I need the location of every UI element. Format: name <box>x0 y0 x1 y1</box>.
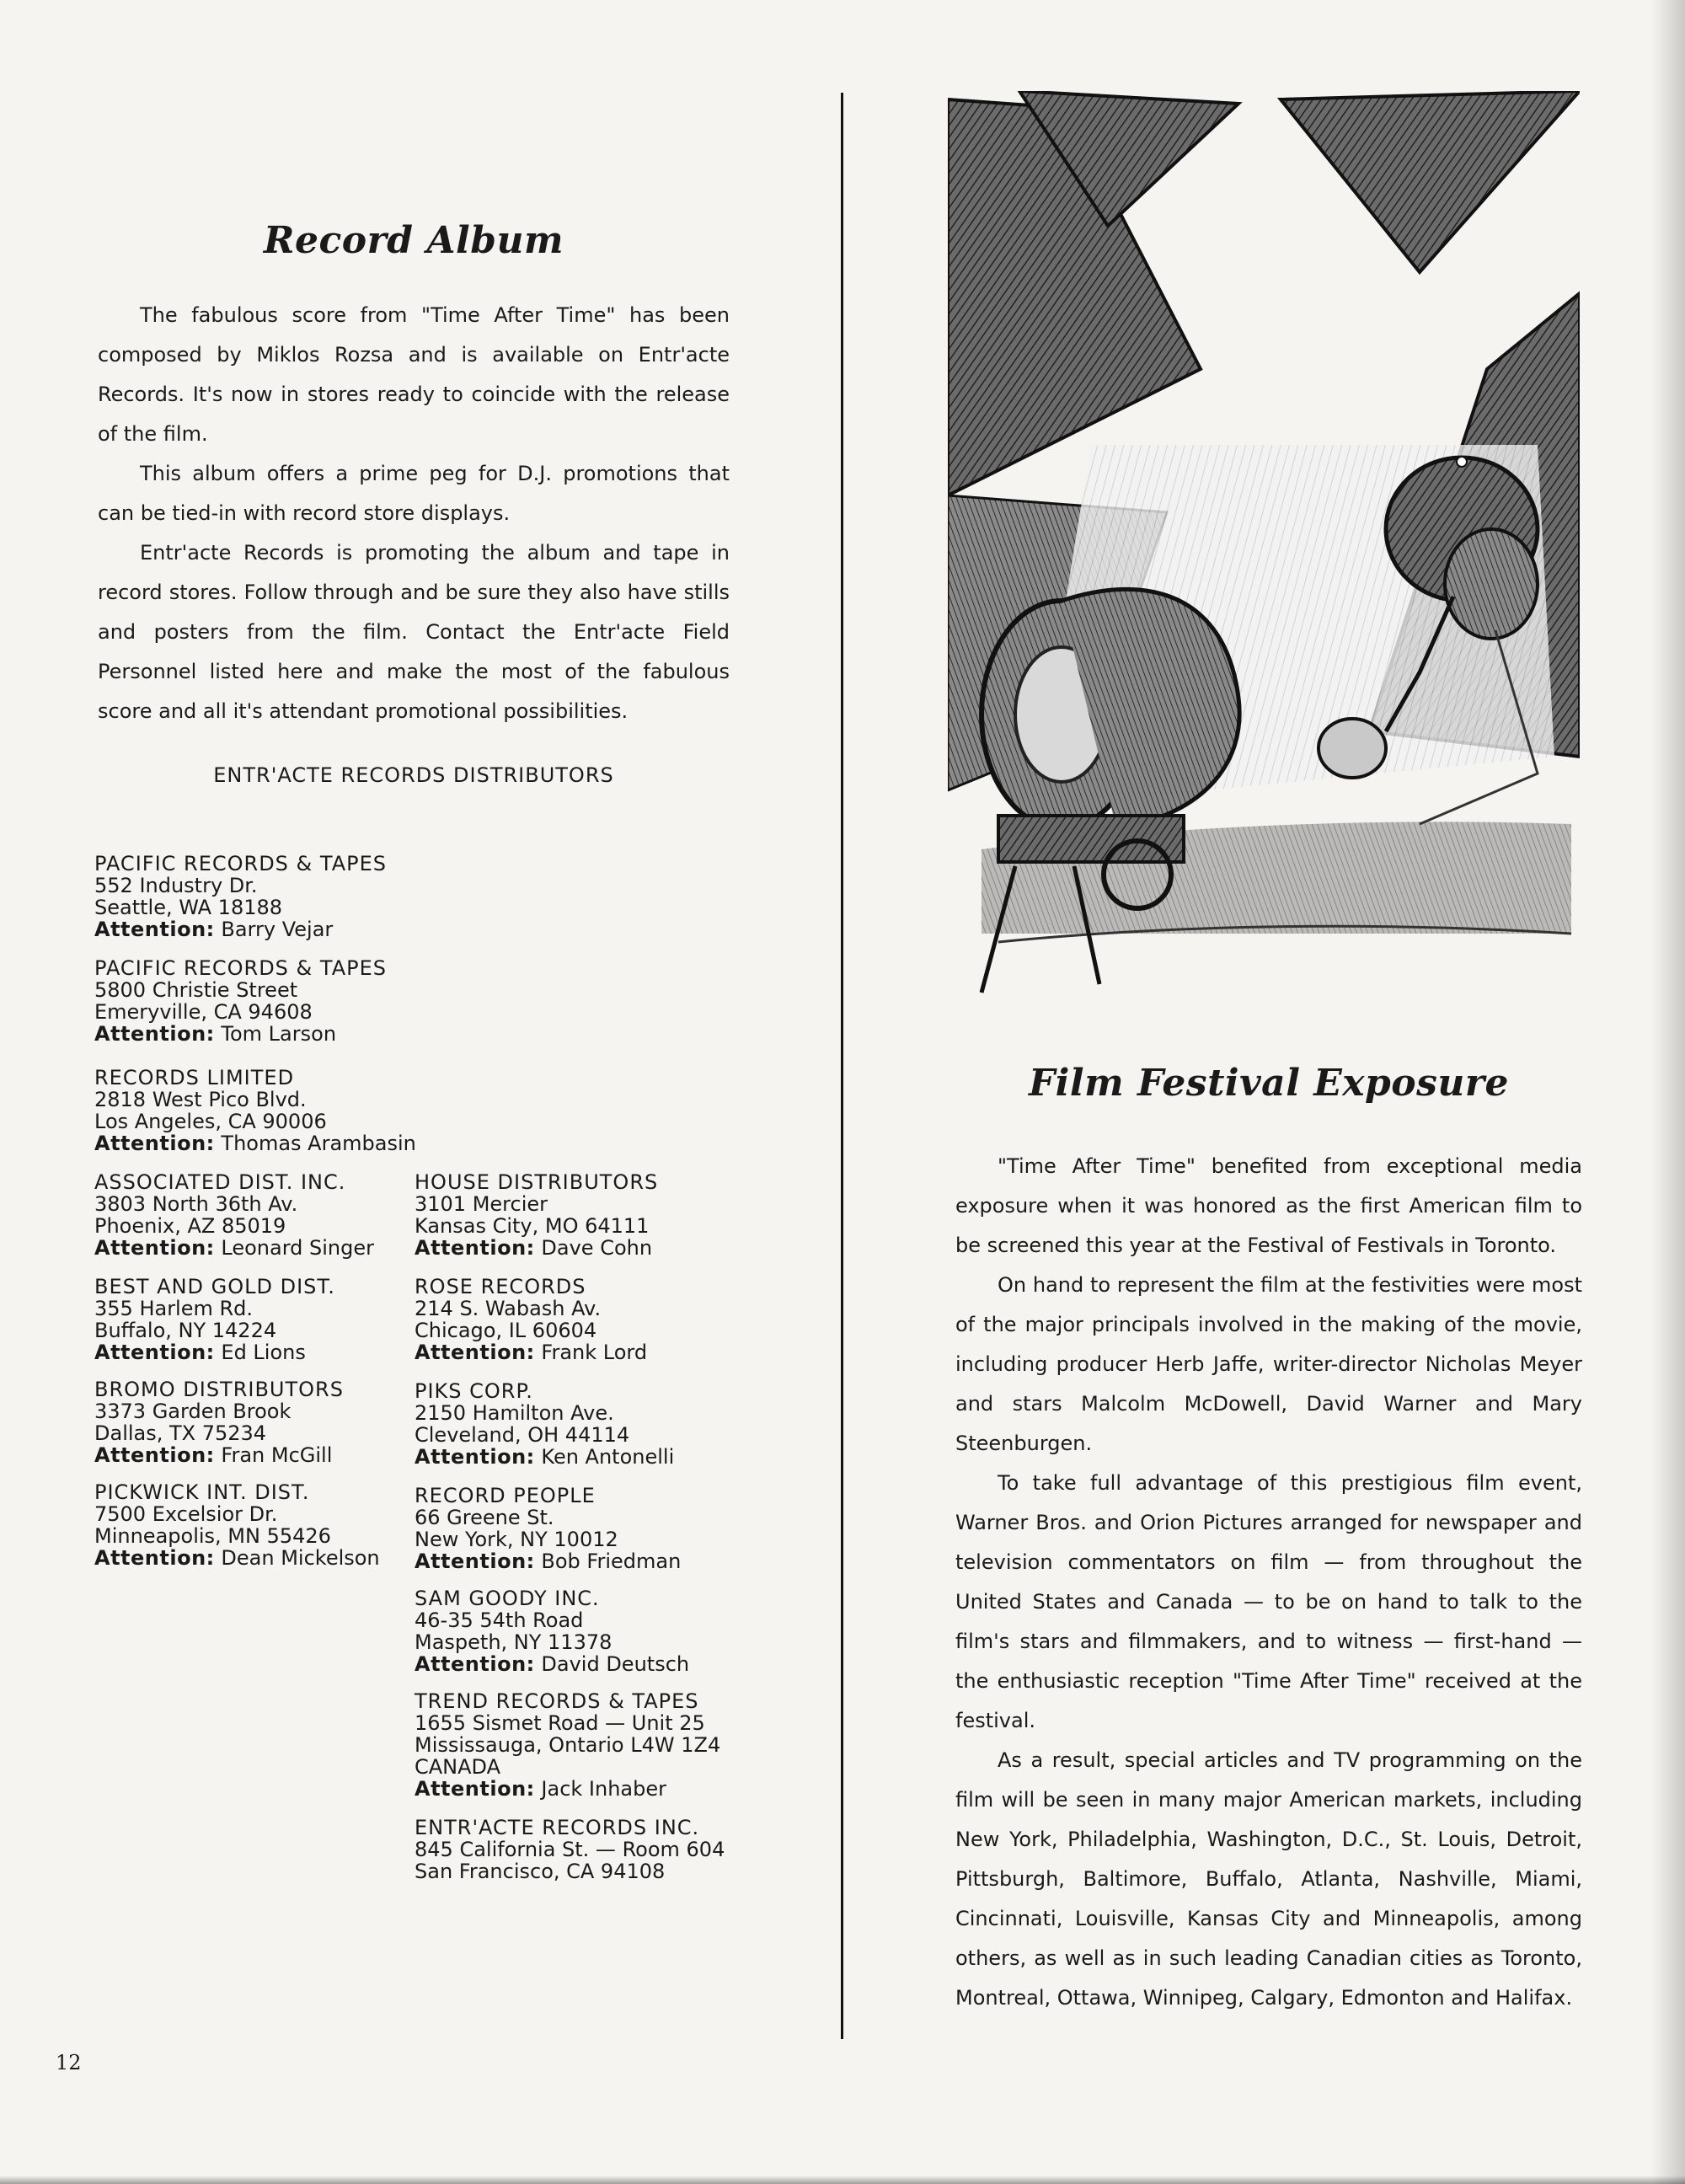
distributor-entry <box>94 957 387 1045</box>
distributor-address-line: 3373 Garden Brook <box>94 1400 292 1423</box>
distributor-attention <box>94 1023 387 1045</box>
distributor-entry <box>94 1067 416 1154</box>
distributor-address-line: 66 Greene St. <box>415 1506 554 1529</box>
distributor-name: SAM GOODY INC. <box>415 1587 600 1610</box>
distributor-address-line: San Francisco, CA 94108 <box>415 1860 666 1883</box>
attention-contact: Ed Lions <box>221 1341 306 1364</box>
distributor-entry <box>94 853 387 940</box>
page-number: 12 <box>56 2051 82 2074</box>
attention-contact: Leonard Singer <box>221 1236 375 1260</box>
distributor-address-line: 1655 Sismet Road — Unit 25 <box>415 1711 705 1735</box>
attention-label: Attention: <box>415 1550 535 1573</box>
attention-contact: Tom Larson <box>221 1022 337 1046</box>
distributor-name: BROMO DISTRIBUTORS <box>94 1378 344 1401</box>
attention-contact: Frank Lord <box>541 1341 648 1364</box>
page-edge-shadow <box>1651 0 1685 2184</box>
attention-contact: Barry Vejar <box>221 918 334 941</box>
attention-label: Attention: <box>415 1236 535 1260</box>
attention-label: Attention: <box>415 1777 535 1801</box>
distributor-attention <box>415 1550 681 1572</box>
distributor-entry <box>415 1380 674 1468</box>
attention-label: Attention: <box>94 1132 215 1155</box>
distributor-name: TREND RECORDS & TAPES <box>415 1689 699 1713</box>
record-album-paragraph-1: The fabulous score from "Time After Time" has been composed by Miklos Rozsa and is available on Entr'acte Records. It's now in stores ready to coincide with the release of the film. <box>98 303 730 446</box>
distributor-address-line: Maspeth, NY 11378 <box>415 1630 612 1654</box>
attention-contact: Jack Inhaber <box>541 1777 666 1801</box>
attention-contact: Dean Mickelson <box>221 1546 380 1570</box>
distributor-address-line: CANADA <box>415 1755 501 1779</box>
distributor-address-line: Emeryville, CA 94608 <box>94 1000 313 1024</box>
distributor-entry <box>415 1587 689 1675</box>
attention-label: Attention: <box>94 1022 215 1046</box>
attention-contact: Thomas Arambasin <box>221 1132 416 1155</box>
spotlight-illustration <box>948 91 1580 1026</box>
page-bottom-shadow <box>0 2176 1685 2184</box>
attention-label: Attention: <box>94 1341 215 1364</box>
distributor-attention <box>415 1237 658 1259</box>
record-album-body <box>98 296 730 731</box>
distributor-address-line: Los Angeles, CA 90006 <box>94 1110 327 1133</box>
distributor-name: ENTR'ACTE RECORDS INC. <box>415 1816 700 1839</box>
distributor-entry <box>415 1485 681 1572</box>
distributor-entry <box>415 1690 720 1800</box>
distributor-address-line: 3803 North 36th Av. <box>94 1192 298 1216</box>
distributor-name: ROSE RECORDS <box>415 1275 586 1298</box>
film-festival-body <box>955 1147 1582 2018</box>
distributor-attention <box>415 1778 720 1800</box>
distributor-name: PICKWICK INT. DIST. <box>94 1480 310 1504</box>
film-festival-section <box>955 1062 1582 2018</box>
distributor-address-line: 355 Harlem Rd. <box>94 1297 254 1320</box>
distributor-name: RECORD PEOPLE <box>415 1484 596 1507</box>
attention-contact: Bob Friedman <box>541 1550 682 1573</box>
distributor-attention <box>94 1237 374 1259</box>
attention-label: Attention: <box>415 1341 535 1364</box>
attention-label: Attention: <box>94 918 215 941</box>
record-album-paragraph-3: Entr'acte Records is promoting the album and tape in record stores. Follow through and be sure they also have stills and posters from the film. Contact the Entr'acte Field Personnel listed here and make the most of the fabulous score and all it's attendant promotional possibilities. <box>98 541 730 723</box>
distributor-address-line: 5800 Christie Street <box>94 978 298 1002</box>
distributor-entry <box>94 1171 374 1259</box>
distributor-address-line: Phoenix, AZ 85019 <box>94 1214 286 1238</box>
attention-label: Attention: <box>94 1546 215 1570</box>
distributor-address-line: Seattle, WA 18188 <box>94 896 283 919</box>
attention-contact: Ken Antonelli <box>541 1445 675 1469</box>
distributor-address-line: Dallas, TX 75234 <box>94 1421 267 1445</box>
film-festival-paragraph-2: On hand to represent the film at the festivities were most of the major principals involved in the making of the movie, including producer Herb Jaffe, writer-director Nicholas Meyer and stars Malcolm McDowell, David Warner and Mary Steenburgen. <box>955 1273 1582 1455</box>
attention-label: Attention: <box>415 1445 535 1469</box>
attention-label: Attention: <box>415 1652 535 1676</box>
distributor-address-line: 7500 Excelsior Dr. <box>94 1502 278 1526</box>
distributor-entry <box>94 1276 335 1363</box>
distributor-attention <box>94 1132 416 1154</box>
distributor-address-line: 845 California St. — Room 604 <box>415 1838 725 1861</box>
record-album-section <box>98 219 730 787</box>
distributor-entry <box>94 1481 380 1569</box>
distributor-name: PIKS CORP. <box>415 1379 533 1403</box>
distributor-attention <box>415 1341 647 1363</box>
distributor-address-line: New York, NY 10012 <box>415 1528 618 1551</box>
film-festival-paragraph-1: "Time After Time" benefited from exceptional media exposure when it was honored as the first American film to be screened this year at the Festival of Festivals in Toronto. <box>955 1154 1582 1257</box>
distributor-name: HOUSE DISTRIBUTORS <box>415 1170 659 1194</box>
distributor-name: PACIFIC RECORDS & TAPES <box>94 852 387 875</box>
distributor-address-line: 3101 Mercier <box>415 1192 548 1216</box>
distributor-name: BEST AND GOLD DIST. <box>94 1275 335 1298</box>
record-album-title: Record Album <box>263 219 564 262</box>
distributor-name: RECORDS LIMITED <box>94 1066 295 1089</box>
attention-contact: Dave Cohn <box>541 1236 653 1260</box>
distributor-address-line: Kansas City, MO 64111 <box>415 1214 650 1238</box>
distributor-address-line: 2818 West Pico Blvd. <box>94 1088 307 1111</box>
distributor-name: ASSOCIATED DIST. INC. <box>94 1170 346 1194</box>
film-festival-title: Film Festival Exposure <box>1028 1062 1510 1105</box>
attention-contact: David Deutsch <box>541 1652 690 1676</box>
distributor-attention <box>94 1341 335 1363</box>
distributor-address-line: Buffalo, NY 14224 <box>94 1319 277 1342</box>
distributor-name: PACIFIC RECORDS & TAPES <box>94 956 387 980</box>
distributor-address-line: 2150 Hamilton Ave. <box>415 1401 614 1425</box>
distributor-address-line: 214 S. Wabash Av. <box>415 1297 602 1320</box>
distributor-address-line: 552 Industry Dr. <box>94 874 258 897</box>
record-album-paragraph-2: This album offers a prime peg for D.J. promotions that can be tied-in with record store displays. <box>98 462 730 525</box>
column-divider <box>841 93 843 2039</box>
distributor-entry <box>415 1171 658 1259</box>
distributor-address-line: 46-35 54th Road <box>415 1609 584 1632</box>
distributors-heading: ENTR'ACTE RECORDS DISTRIBUTORS <box>213 763 614 787</box>
distributor-address-line: Chicago, IL 60604 <box>415 1319 597 1342</box>
attention-label: Attention: <box>94 1443 215 1467</box>
distributor-attention <box>415 1653 689 1675</box>
distributor-entry <box>415 1817 725 1882</box>
distributor-attention <box>94 918 387 940</box>
distributor-address-line: Mississauga, Ontario L4W 1Z4 <box>415 1733 721 1757</box>
distributor-attention <box>415 1446 674 1468</box>
attention-contact: Fran McGill <box>221 1443 333 1467</box>
distributor-entry <box>94 1378 344 1466</box>
distributor-entry <box>415 1276 647 1363</box>
distributor-address-line: Cleveland, OH 44114 <box>415 1423 630 1447</box>
distributor-attention <box>94 1547 380 1569</box>
film-festival-paragraph-4: As a result, special articles and TV programming on the film will be seen in many major American markets, including New York, Philadelphia, Washington, D.C., St. Louis, Detroit, Pittsburgh, Baltimore, Buffalo, Atlanta, Nashville, Miami, Cincinnati, Louisville, Kansas City and Minneapolis, among others, as well as in such leading Canadian cities as Toronto, Montreal, Ottawa, Winnipeg, Calgary, Edmonton and Halifax. <box>955 1748 1582 2010</box>
attention-label: Attention: <box>94 1236 215 1260</box>
distributor-address-line: Minneapolis, MN 55426 <box>94 1524 331 1548</box>
film-festival-paragraph-3: To take full advantage of this prestigious film event, Warner Bros. and Orion Pictures arranged for newspaper and television commentators on film — from throughout the United States and Canada — to be on hand to talk to the film's stars and filmmakers, and to witness — first-hand — the enthusiastic reception "Time After Time" received at the festival. <box>955 1471 1582 1732</box>
distributor-attention <box>94 1444 344 1466</box>
